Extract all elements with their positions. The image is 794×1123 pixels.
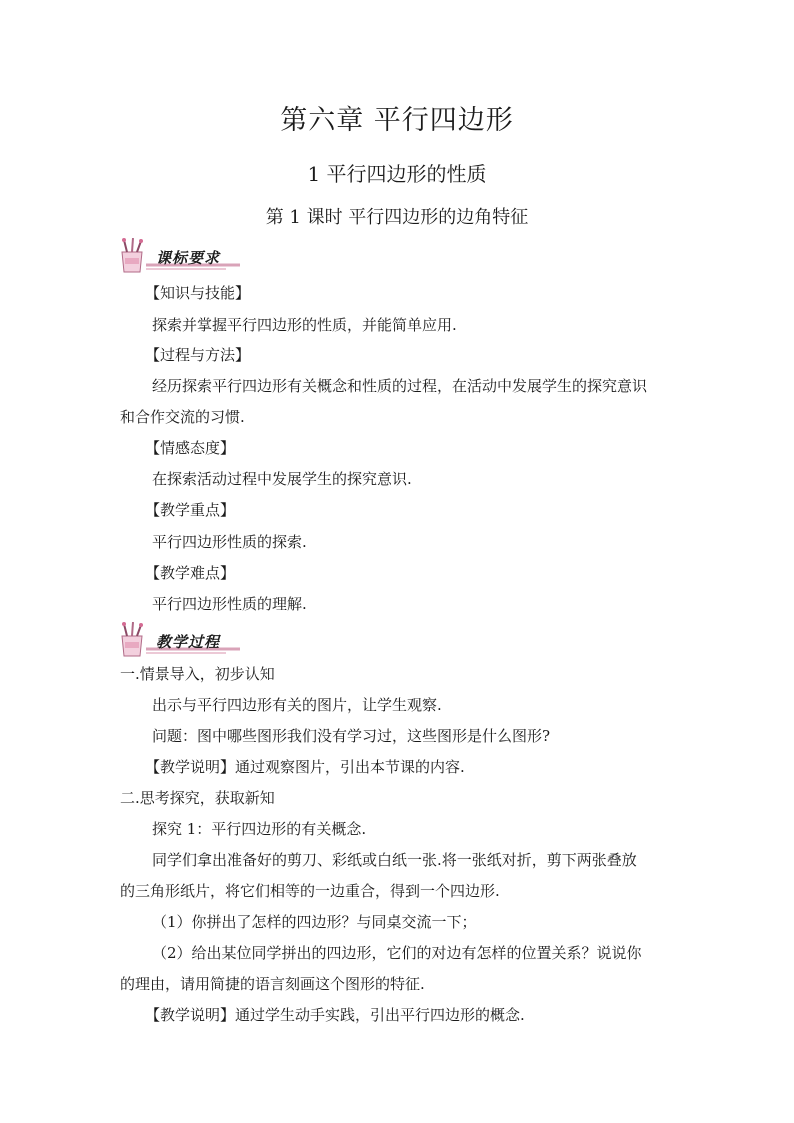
step1-line1: 出示与平行四边形有关的图片，让学生观察. <box>152 696 442 714</box>
requirements-banner-label: 课标要求 <box>156 249 221 267</box>
requirements-banner <box>116 238 242 274</box>
goal-label-key-point: 【教学重点】 <box>145 501 236 519</box>
step2-q1: （1）你拼出了怎样的四边形？与同桌交流一下； <box>152 913 477 931</box>
goal-text-key-point: 平行四边形性质的探索. <box>152 533 307 551</box>
step2-explore: 探究 1：平行四边形的有关概念. <box>152 820 367 838</box>
goal-text-knowledge: 探索并掌握平行四边形的性质，并能简单应用. <box>152 316 457 334</box>
goal-label-difficulty: 【教学难点】 <box>145 564 236 582</box>
step2-note-label: 【教学说明】 <box>145 1006 236 1024</box>
step1-line2: 问题：图中哪些图形我们没有学习过，这些图形是什么图形? <box>152 727 551 745</box>
step2-note-text: 通过学生动手实践，引出平行四边形的概念. <box>235 1006 525 1024</box>
goal-text-difficulty: 平行四边形性质的理解. <box>152 595 307 613</box>
goal-label-attitude: 【情感态度】 <box>145 439 236 457</box>
goal-text-method-line2: 和合作交流的习惯. <box>120 408 245 426</box>
step2-q2-line2: 的理由，请用简捷的语言刻画这个图形的特征. <box>120 975 425 993</box>
goal-text-method-line1: 经历探索平行四边形有关概念和性质的过程，在活动中发展学生的探究意识 <box>152 377 648 395</box>
process-banner <box>116 622 242 658</box>
step1-heading: 一.情景导入，初步认知 <box>120 665 275 683</box>
step2-para1-line2: 的三角形纸片，将它们相等的一边重合，得到一个四边形. <box>120 882 500 900</box>
goal-text-attitude: 在探索活动过程中发展学生的探究意识. <box>152 470 412 488</box>
step2-para1-line1: 同学们拿出准备好的剪刀、彩纸或白纸一张.将一张纸对折，剪下两张叠放 <box>152 851 637 869</box>
step1-note-label: 【教学说明】 <box>145 758 236 776</box>
section-title: 1 平行四边形的性质 <box>307 162 487 186</box>
lesson-title: 第 1 课时 平行四边形的边角特征 <box>265 207 529 228</box>
step2-note <box>145 1006 525 1024</box>
process-banner-label: 教学过程 <box>156 633 221 651</box>
step2-heading: 二.思考探究，获取新知 <box>120 789 275 807</box>
chapter-title: 第六章 平行四边形 <box>280 105 514 136</box>
step2-q2-line1: （2）给出某位同学拼出的四边形，它们的对边有怎样的位置关系？说说你 <box>152 944 642 962</box>
goal-label-knowledge: 【知识与技能】 <box>145 284 251 302</box>
goal-label-method: 【过程与方法】 <box>145 346 251 364</box>
step1-note <box>145 758 465 776</box>
step1-note-text: 通过观察图片，引出本节课的内容. <box>235 758 465 776</box>
